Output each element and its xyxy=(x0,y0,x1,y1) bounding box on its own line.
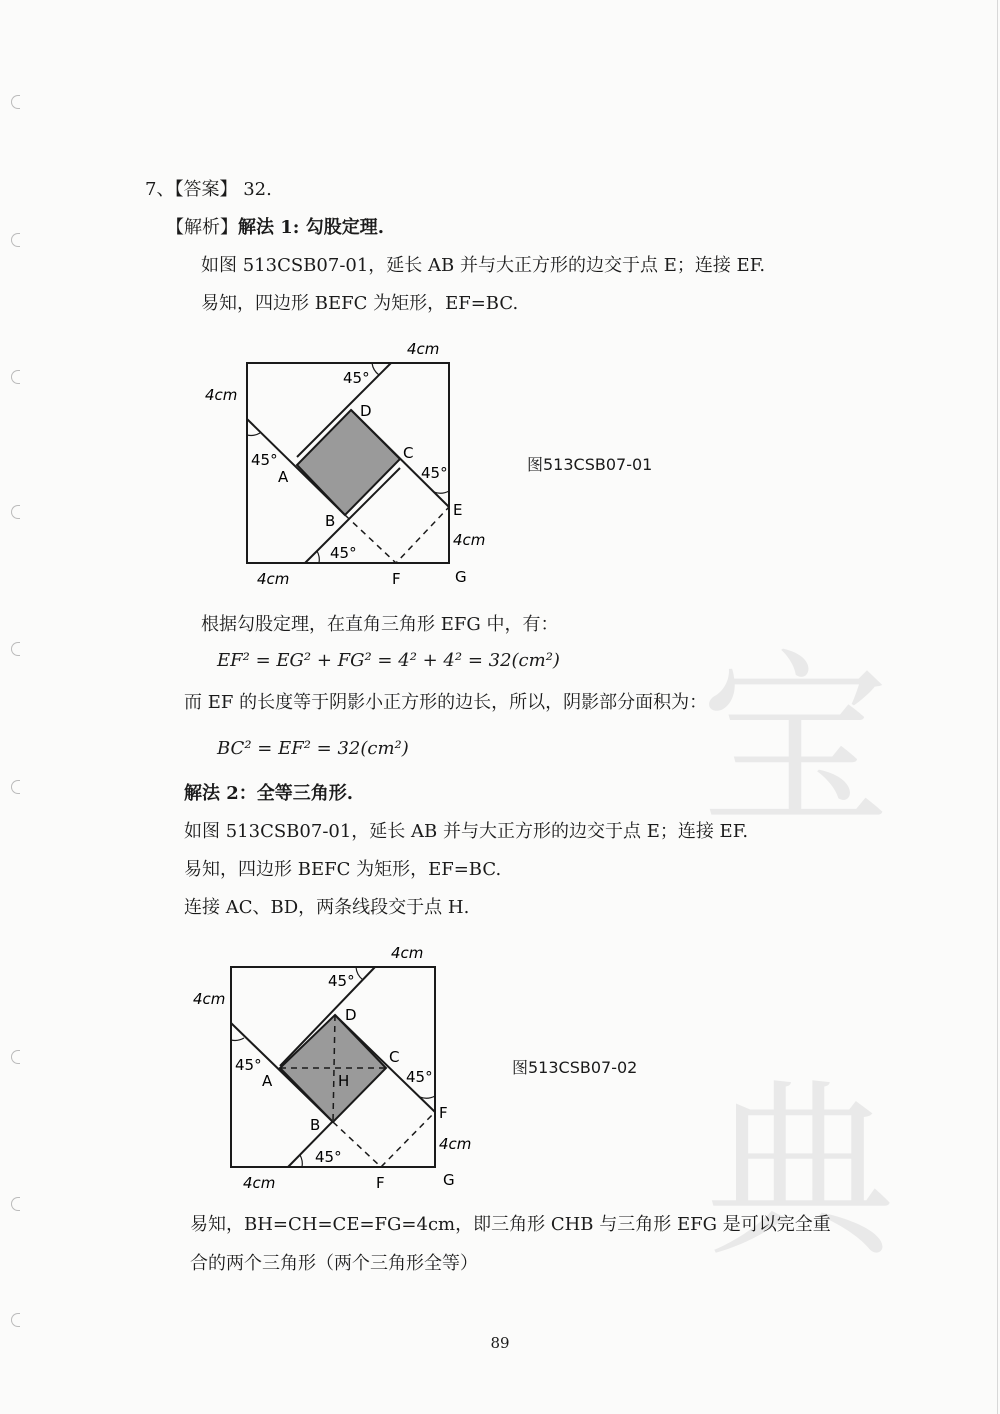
paragraph-line: 合的两个三角形（两个三角形全等） xyxy=(190,1253,478,1274)
angle-arc-top xyxy=(372,363,379,375)
shaded-square xyxy=(297,410,400,515)
punch-hole xyxy=(11,1313,20,1327)
paragraph-line: 易知，BH=CH=CE=FG=4cm，即三角形 CHB 与三角形 EFG 是可以完全重 xyxy=(190,1214,831,1235)
answer-line xyxy=(145,178,272,202)
angle-label: 45° xyxy=(421,464,448,482)
point-label-f: F xyxy=(439,1104,448,1122)
point-label-b: B xyxy=(310,1116,321,1134)
figure-caption: 图513CSB07-01 xyxy=(527,455,653,474)
dashed-lines xyxy=(333,1112,435,1167)
figure-2 xyxy=(185,940,515,1195)
angle-label: 45° xyxy=(235,1056,262,1074)
point-label-g: G xyxy=(455,568,467,586)
angle-arc-left xyxy=(231,1038,244,1040)
angle-arc-top xyxy=(356,967,363,980)
punch-hole xyxy=(11,370,20,384)
punch-hole xyxy=(11,1050,20,1064)
paragraph-line: 易知，四边形 BEFC 为矩形，EF=BC. xyxy=(201,293,519,314)
paragraph-line: 而 EF 的长度等于阴影小正方形的边长，所以，阴影部分面积为： xyxy=(184,692,708,713)
label-top: 4cm xyxy=(407,340,440,358)
point-label-e: E xyxy=(453,501,463,519)
label-bottom: 4cm xyxy=(243,1174,276,1192)
angle-label: 45° xyxy=(251,451,278,469)
watermark-char: 典 xyxy=(705,1062,896,1283)
figure-caption: 图513CSB07-02 xyxy=(512,1058,638,1077)
angle-label: 45° xyxy=(343,369,370,387)
angle-arc-left xyxy=(247,433,260,435)
method2-title: 解法 2：全等三角形. xyxy=(184,783,354,804)
point-label-d: D xyxy=(360,402,372,420)
punch-hole xyxy=(11,780,20,794)
angle-label: 45° xyxy=(328,972,355,990)
point-label-f: F xyxy=(392,570,401,588)
point-label-d: D xyxy=(345,1006,357,1024)
point-label-g: G xyxy=(443,1171,455,1189)
punch-hole xyxy=(11,233,20,247)
label-right: 4cm xyxy=(439,1135,472,1153)
angle-arc-bottom xyxy=(317,551,319,563)
point-label-c: C xyxy=(403,444,414,462)
dashed-lines xyxy=(345,507,449,563)
formula: BC² = EF² = 32(cm²) xyxy=(217,738,409,759)
paragraph-line: 易知，四边形 BEFC 为矩形，EF=BC. xyxy=(184,859,502,880)
label-left: 4cm xyxy=(193,990,226,1008)
point-label-c: C xyxy=(389,1048,400,1066)
answer-bracket: 【答案】 xyxy=(174,179,238,200)
paragraph-line: 连接 AC、BD，两条线段交于点 H. xyxy=(184,897,470,918)
angle-label: 45° xyxy=(315,1148,342,1166)
point-label-a: A xyxy=(278,468,289,486)
watermark-char: 宝 xyxy=(700,632,891,853)
answer-value: 32. xyxy=(243,179,272,200)
paragraph-line: 如图 513CSB07-01，延长 AB 并与大正方形的边交于点 E；连接 EF. xyxy=(184,821,749,842)
angle-arc-right xyxy=(420,1096,435,1098)
analysis-heading xyxy=(166,216,384,240)
paragraph-line: 如图 513CSB07-01，延长 AB 并与大正方形的边交于点 E；连接 EF. xyxy=(201,255,766,276)
point-label-f: F xyxy=(376,1174,385,1192)
label-left: 4cm xyxy=(205,386,238,404)
page-number: 89 xyxy=(490,1334,510,1352)
point-label-a: A xyxy=(262,1072,273,1090)
analysis-bracket: 【解析】 xyxy=(166,217,238,238)
point-label-h: H xyxy=(338,1072,350,1090)
formula: EF² = EG² + FG² = 4² + 4² = 32(cm²) xyxy=(217,650,560,671)
figure-1 xyxy=(195,335,525,595)
angle-arc-right xyxy=(434,491,449,493)
method1-title: 解法 1: 勾股定理. xyxy=(238,217,384,238)
punch-hole xyxy=(11,642,20,656)
question-number: 7、 xyxy=(145,179,175,200)
punch-hole xyxy=(11,95,20,109)
paragraph-line: 根据勾股定理，在直角三角形 EFG 中，有： xyxy=(201,614,559,635)
label-bottom: 4cm xyxy=(257,570,290,588)
page-edge xyxy=(997,0,998,1414)
label-right: 4cm xyxy=(453,531,486,549)
angle-arc-bottom xyxy=(300,1155,302,1167)
angle-label: 45° xyxy=(330,544,357,562)
punch-hole xyxy=(11,1197,20,1211)
punch-hole xyxy=(11,505,20,519)
point-label-b: B xyxy=(325,512,336,530)
label-top: 4cm xyxy=(391,944,424,962)
angle-label: 45° xyxy=(406,1068,433,1086)
